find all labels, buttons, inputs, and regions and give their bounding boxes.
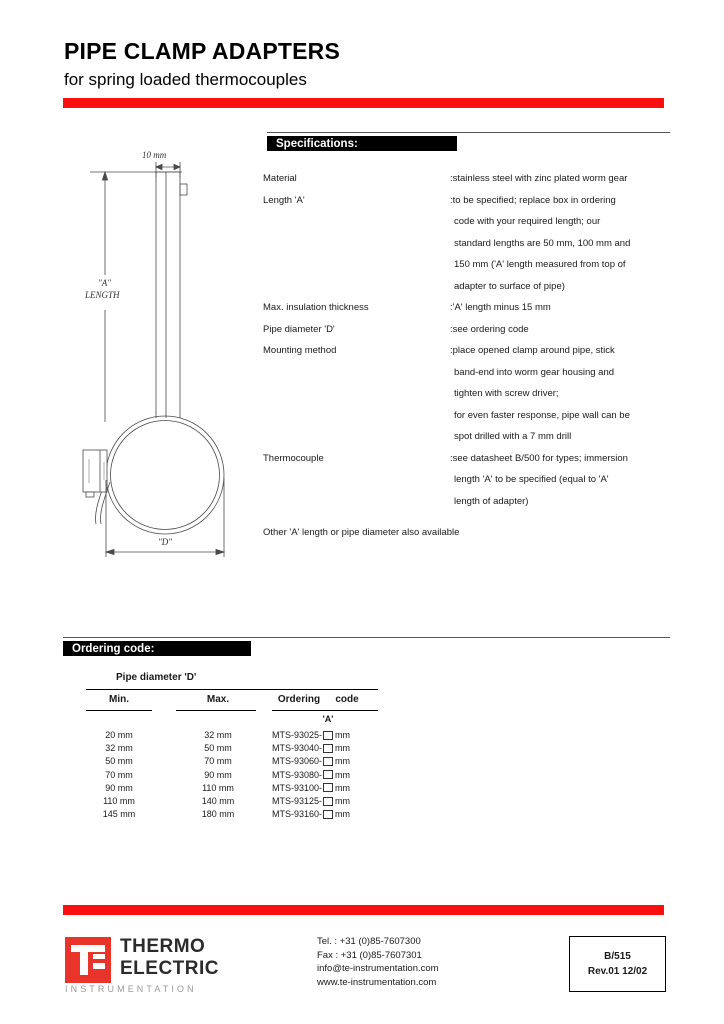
table-cell-max: 110 mm (202, 782, 234, 793)
table-cell-unit: mm (335, 769, 351, 780)
table-cell-min: 20 mm (105, 730, 133, 740)
document-revision: Rev.01 12/02 (587, 966, 648, 977)
table-cell-ordering-code: MTS-93100- (272, 782, 323, 793)
specification-row (263, 297, 673, 319)
specification-label: Pipe diameter 'D' (263, 323, 335, 335)
table-cell-ordering-code: MTS-93060- (272, 756, 323, 767)
table-cell-ordering-code: MTS-93125- (272, 796, 323, 806)
table-row (272, 730, 350, 741)
table-cell-max: 50 mm (204, 743, 232, 754)
table-cell-unit: mm (335, 809, 351, 820)
specification-value-line: standard lengths are 50 mm, 100 mm and (454, 237, 631, 249)
dim-a-length-label-line1: "A" (98, 278, 112, 288)
length-placeholder-box-icon[interactable] (323, 783, 333, 792)
page-subtitle: for spring loaded thermocouples (64, 70, 307, 89)
column-header-min: Min. (109, 694, 129, 705)
table-cell-unit: mm (335, 730, 351, 740)
clamp-ring (95, 416, 224, 534)
specification-value-line: code with your required length; our (454, 216, 601, 227)
specification-row (263, 190, 673, 298)
specification-row (263, 448, 673, 513)
table-cell-unit: mm (335, 743, 351, 754)
specifications-section-label: Specifications: (276, 137, 358, 150)
specification-value-line: length of adapter) (454, 495, 529, 507)
dim-10mm-label: 10 mm (142, 150, 167, 160)
document-reference-box (569, 936, 666, 992)
specification-value-line: 150 mm ('A' length measured from top of (454, 259, 626, 270)
specification-value (450, 448, 628, 513)
drawing-svg (70, 150, 255, 575)
specification-value (450, 168, 627, 190)
document-number: B/515 (604, 951, 631, 962)
table-cell-min: 32 mm (105, 743, 133, 754)
contact-details (317, 935, 439, 989)
specification-value-line: band-end into worm gear housing and (454, 366, 615, 378)
table-row (272, 809, 350, 820)
table-cell-max: 180 mm (201, 809, 235, 820)
table-cell-ordering-code: MTS-93080- (272, 769, 323, 780)
specification-value (450, 190, 630, 298)
length-placeholder-box-icon[interactable] (323, 744, 333, 753)
column-header-max: Max. (206, 694, 230, 705)
table-cell-ordering-code: MTS-93040- (272, 743, 323, 754)
ordering-rule (63, 637, 670, 638)
pipe-clamp-adapter-drawing (70, 150, 255, 575)
specification-row (263, 340, 673, 448)
table-cell-max: 32 mm (204, 730, 232, 740)
footer-accent-bar (63, 905, 664, 915)
te-logo-icon (65, 937, 111, 983)
table-rule-top (86, 689, 378, 690)
specification-value (450, 297, 551, 319)
specification-value-line: for even faster response, pipe wall can be (454, 409, 630, 421)
contact-website[interactable]: www.te-instrumentation.com (317, 976, 437, 988)
logo-text-thermo: THERMO (120, 936, 206, 957)
specification-label: Mounting method (263, 345, 337, 356)
column-header-ordering: Ordering (277, 694, 321, 705)
length-placeholder-box-icon[interactable] (323, 770, 333, 779)
contact-fax: Fax : +31 (0)85-7607301 (317, 949, 422, 961)
specification-row (263, 319, 673, 341)
specifications-list (263, 168, 673, 512)
table-cell-unit: mm (335, 756, 351, 767)
specification-value-line: :see datasheet B/500 for types; immersion (450, 452, 628, 464)
ordering-section-label: Ordering code: (72, 642, 155, 655)
table-cell-max: 90 mm (204, 769, 232, 780)
specification-value-line: :to be specified; replace box in ordering (450, 194, 616, 206)
logo-text-electric: ELECTRIC (120, 958, 219, 979)
header-accent-bar (63, 98, 664, 108)
specification-value-line: :see ordering code (450, 323, 529, 335)
table-rule-code (272, 710, 378, 711)
length-placeholder-box-icon[interactable] (323, 810, 333, 819)
worm-gear-housing (83, 450, 107, 497)
specification-value-line: :'A' length minus 15 mm (450, 302, 551, 313)
table-row (272, 770, 350, 781)
dim-a-length-label-line2: LENGTH (85, 290, 120, 300)
length-placeholder-box-icon[interactable] (323, 757, 333, 766)
table-cell-min: 50 mm (105, 756, 133, 767)
specification-value-line: :place opened clamp around pipe, stick (450, 345, 615, 356)
specification-label: Length 'A' (263, 194, 305, 206)
table-cell-min: 145 mm (102, 809, 136, 820)
table-cell-unit: mm (335, 782, 351, 793)
table-cell-min: 70 mm (105, 769, 133, 780)
table-cell-max: 140 mm (201, 796, 235, 806)
specification-value-line: length 'A' to be specified (equal to 'A' (454, 474, 609, 485)
table-cell-unit: mm (335, 796, 351, 806)
length-placeholder-box-icon[interactable] (323, 731, 333, 740)
table-cell-min: 90 mm (105, 782, 133, 793)
dim-10mm-arrows (156, 162, 180, 178)
specification-label: Material (263, 173, 297, 184)
table-row (272, 796, 350, 807)
unit-header-a: 'A' (322, 714, 334, 724)
dim-d-label: "D" (158, 537, 173, 547)
table-cell-ordering-code: MTS-93160- (272, 809, 323, 820)
table-row (272, 756, 350, 767)
table-row (272, 743, 350, 754)
column-header-code: code (335, 694, 359, 705)
specifications-footnote: Other 'A' length or pipe diameter also available (263, 527, 460, 538)
ordering-group-header: Pipe diameter 'D' (116, 672, 197, 683)
ordering-section-header (63, 641, 251, 656)
specification-label: Max. insulation thickness (263, 302, 369, 313)
specifications-rule (267, 132, 670, 133)
table-cell-max: 70 mm (204, 756, 232, 767)
page-title: PIPE CLAMP ADAPTERS (64, 38, 341, 64)
specification-value-line: :stainless steel with zinc plated worm gear (450, 173, 628, 184)
contact-tel: Tel. : +31 (0)85-7607300 (317, 936, 421, 947)
specification-value-line: tighten with screw driver; (454, 388, 559, 399)
specification-value (450, 319, 529, 341)
specifications-section-header (267, 136, 457, 151)
table-row (272, 783, 350, 794)
table-cell-ordering-code: MTS-93025- (272, 730, 323, 740)
table-rule-min (86, 710, 152, 711)
table-rule-max (176, 710, 256, 711)
specification-value (450, 340, 630, 448)
specification-row (263, 168, 673, 190)
specification-label: Thermocouple (263, 452, 324, 464)
length-placeholder-box-icon[interactable] (323, 797, 333, 806)
logo-tagline: INSTRUMENTATION (65, 984, 197, 994)
specification-value-line: adapter to surface of pipe) (454, 280, 565, 292)
contact-email[interactable]: info@te-instrumentation.com (317, 963, 439, 974)
table-cell-min: 110 mm (103, 796, 135, 806)
specification-value-line: spot drilled with a 7 mm drill (454, 431, 572, 442)
